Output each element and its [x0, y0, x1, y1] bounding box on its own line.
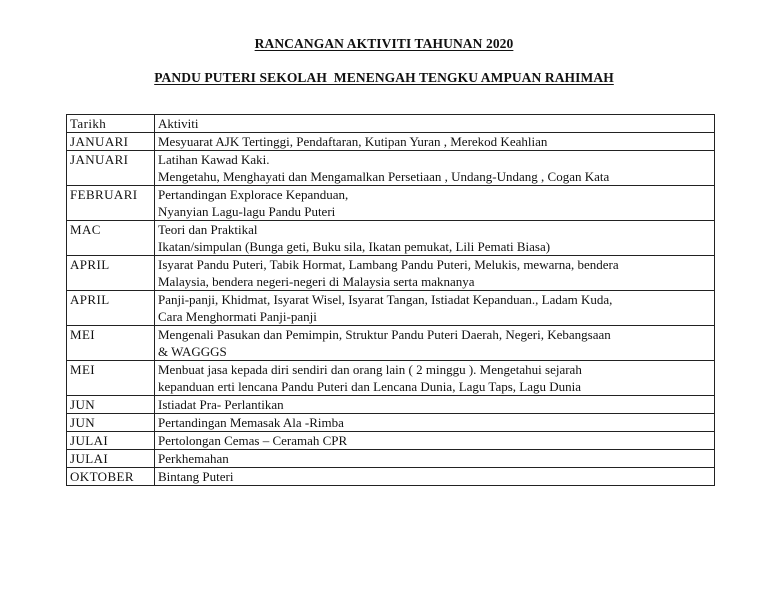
table-row	[67, 133, 715, 151]
table-row	[67, 450, 715, 468]
table-row	[67, 468, 715, 486]
activity-line: Perkhemahan	[158, 451, 229, 466]
activity-line: Mengenali Pasukan dan Pemimpin, Struktur Pandu Puteri Daerah, Negeri, Kebangsaan	[158, 327, 611, 342]
activity-table-body	[67, 115, 715, 486]
activity-line: Mengetahu, Menghayati dan Mengamalkan Persetiaan , Undang-Undang , Cogan Kata	[158, 169, 610, 184]
activity-line: Cara Menghormati Panji-panji	[158, 309, 317, 324]
activity-line: Ikatan/simpulan (Bunga geti, Buku sila, Ikatan pemukat, Lili Pemati Biasa)	[158, 239, 551, 254]
month-cell: APRIL	[67, 291, 155, 326]
activity-cell	[155, 414, 715, 432]
table-row	[67, 432, 715, 450]
activity-line: Pertolongan Cemas – Ceramah CPR	[158, 433, 348, 448]
table-row	[67, 186, 715, 221]
activity-line: Pertandingan Explorace Kepanduan,	[158, 187, 349, 202]
activity-cell	[155, 186, 715, 221]
document-title: RANCANGAN AKTIVITI TAHUNAN 2020	[254, 36, 514, 51]
table-row	[67, 396, 715, 414]
activity-cell	[155, 291, 715, 326]
month-cell: OKTOBER	[67, 468, 155, 486]
activity-line: Pertandingan Memasak Ala -Rimba	[158, 415, 344, 430]
table-row	[67, 326, 715, 361]
table-row	[67, 256, 715, 291]
month-cell: JANUARI	[67, 133, 155, 151]
activity-line: Teori dan Praktikal	[158, 222, 258, 237]
activity-line: Isyarat Pandu Puteri, Tabik Hormat, Lambang Pandu Puteri, Melukis, mewarna, bendera	[158, 257, 619, 272]
month-cell: MAC	[67, 221, 155, 256]
activity-cell	[155, 151, 715, 186]
table-row	[67, 414, 715, 432]
activity-line: Istiadat Pra- Perlantikan	[158, 397, 284, 412]
table-row	[67, 221, 715, 256]
activity-cell	[155, 133, 715, 151]
activity-line: Mesyuarat AJK Tertinggi, Pendaftaran, Kutipan Yuran , Merekod Keahlian	[158, 134, 548, 149]
activity-cell	[155, 256, 715, 291]
activity-cell	[155, 361, 715, 396]
month-cell: JULAI	[67, 450, 155, 468]
activity-line: kepanduan erti lencana Pandu Puteri dan Lencana Dunia, Lagu Taps, Lagu Dunia	[158, 379, 582, 394]
activity-cell	[155, 468, 715, 486]
month-cell: APRIL	[67, 256, 155, 291]
activity-cell	[155, 450, 715, 468]
month-cell: MEI	[67, 326, 155, 361]
activity-cell	[155, 432, 715, 450]
activity-table	[66, 114, 715, 486]
activity-line: Bintang Puteri	[158, 469, 234, 484]
activity-line: & WAGGGS	[158, 344, 227, 359]
month-cell: JULAI	[67, 432, 155, 450]
table-row	[67, 361, 715, 396]
month-cell: JANUARI	[67, 151, 155, 186]
table-row	[67, 291, 715, 326]
table-row	[67, 151, 715, 186]
month-cell: MEI	[67, 361, 155, 396]
header-aktiviti: Aktiviti	[155, 115, 715, 133]
month-cell: JUN	[67, 414, 155, 432]
activity-line: Malaysia, bendera negeri-negeri di Malaysia serta maknanya	[158, 274, 475, 289]
activity-line: Panji-panji, Khidmat, Isyarat Wisel, Isyarat Tangan, Istiadat Kepanduan., Ladam Kuda,	[158, 292, 613, 307]
header-tarikh: Tarikh	[67, 115, 155, 133]
activity-line: Menbuat jasa kepada diri sendiri dan orang lain ( 2 minggu ). Mengetahui sejarah	[158, 362, 582, 377]
activity-line: Latihan Kawad Kaki.	[158, 152, 270, 167]
month-cell: FEBRUARI	[67, 186, 155, 221]
activity-cell	[155, 326, 715, 361]
month-cell: JUN	[67, 396, 155, 414]
activity-cell	[155, 396, 715, 414]
table-header-row	[67, 115, 715, 133]
document-subtitle: PANDU PUTERI SEKOLAH MENENGAH TENGKU AMPUAN RAHIMAH	[154, 70, 614, 85]
activity-cell	[155, 221, 715, 256]
activity-line: Nyanyian Lagu-lagu Pandu Puteri	[158, 204, 336, 219]
